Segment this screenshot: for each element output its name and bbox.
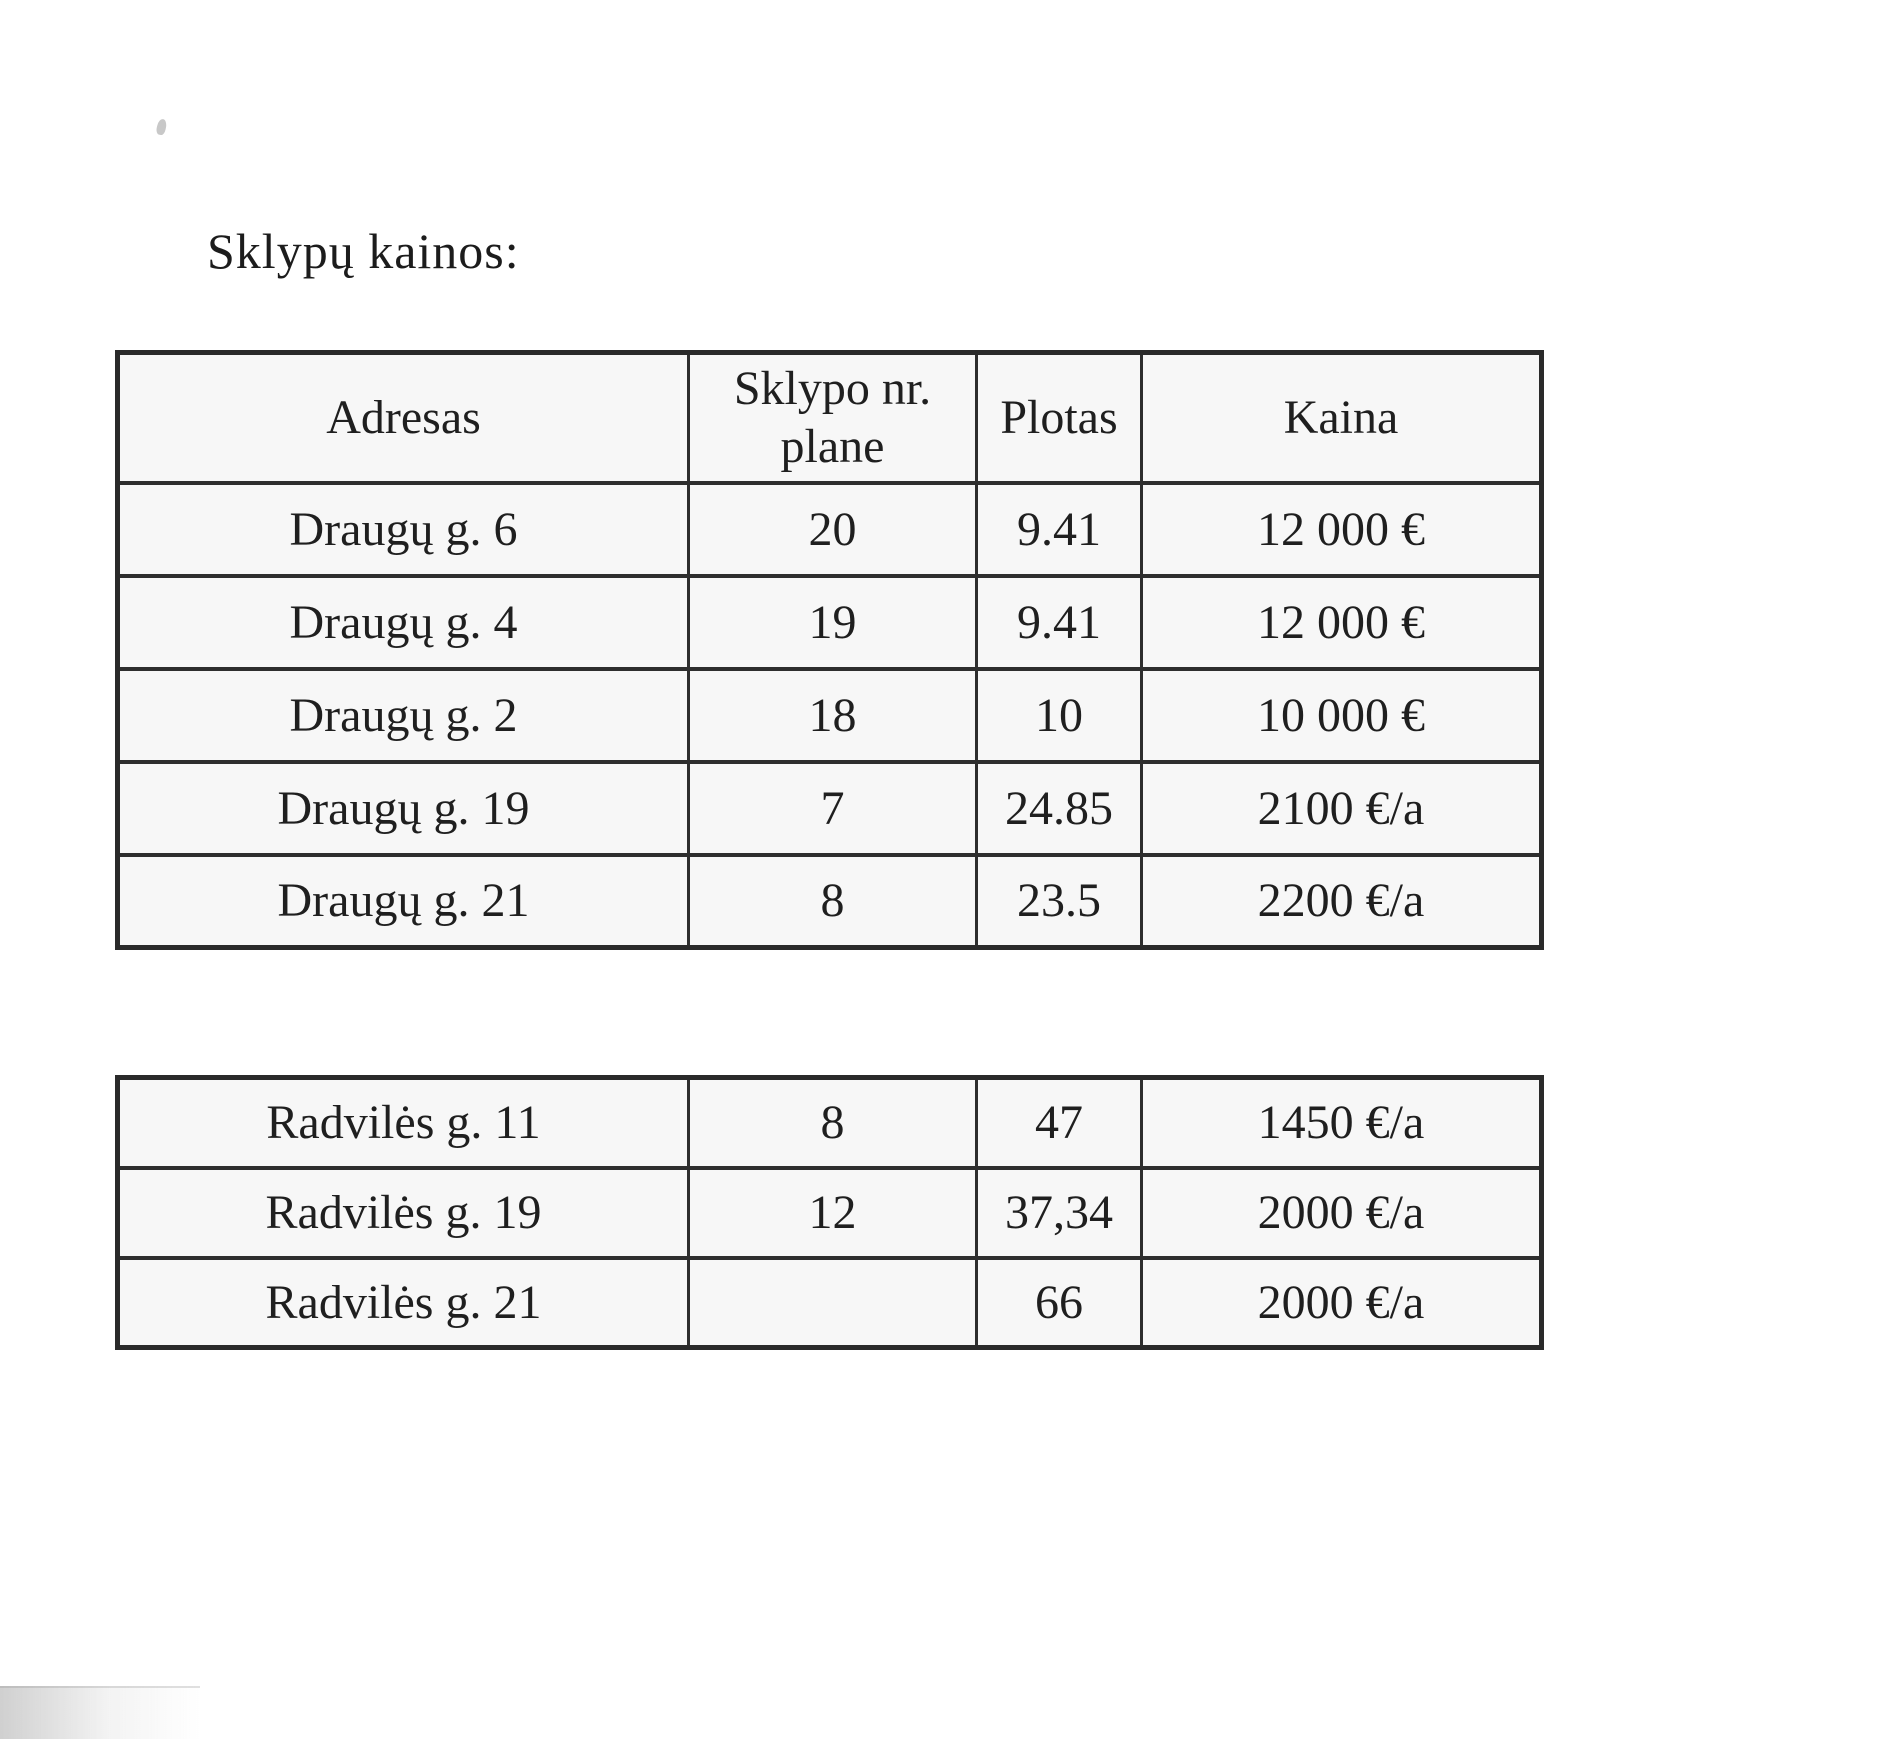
table-row [118,1078,1542,1168]
page-title: Sklypų kainos: [207,223,520,279]
plot-prices-table-radviles [115,1075,1544,1350]
cell-adresas: Draugų g. 2 [118,669,689,762]
cell-sklypo-nr [689,1258,977,1348]
header-row [118,353,1542,483]
cell-plotas: 66 [977,1258,1142,1348]
cell-adresas: Radvilės g. 19 [118,1168,689,1258]
cell-adresas: Radvilės g. 21 [118,1258,689,1348]
column-header-kaina: Kaina [1142,353,1542,483]
cell-kaina: 12 000 € [1142,483,1542,576]
scan-artifact-edge [0,1686,200,1739]
cell-adresas: Radvilės g. 11 [118,1078,689,1168]
cell-kaina: 12 000 € [1142,576,1542,669]
cell-sklypo-nr: 8 [689,1078,977,1168]
table-row [118,762,1542,855]
cell-kaina: 10 000 € [1142,669,1542,762]
column-header-plotas: Plotas [977,353,1142,483]
cell-plotas: 9.41 [977,483,1142,576]
table-row [118,1168,1542,1258]
cell-plotas: 23.5 [977,855,1142,948]
cell-sklypo-nr: 20 [689,483,977,576]
cell-plotas: 9.41 [977,576,1142,669]
cell-plotas: 24.85 [977,762,1142,855]
cell-adresas: Draugų g. 4 [118,576,689,669]
cell-adresas: Draugų g. 6 [118,483,689,576]
cell-sklypo-nr: 19 [689,576,977,669]
cell-sklypo-nr: 7 [689,762,977,855]
cell-adresas: Draugų g. 19 [118,762,689,855]
table-row [118,1258,1542,1348]
cell-kaina: 2200 €/a [1142,855,1542,948]
plot-prices-table-draugu [115,350,1544,950]
cell-plotas: 47 [977,1078,1142,1168]
column-header-sklypo-nr: Sklypo nr. plane [689,353,977,483]
cell-kaina: 2100 €/a [1142,762,1542,855]
cell-sklypo-nr: 8 [689,855,977,948]
cell-adresas: Draugų g. 21 [118,855,689,948]
table-row [118,669,1542,762]
cell-plotas: 37,34 [977,1168,1142,1258]
table-row [118,576,1542,669]
cell-plotas: 10 [977,669,1142,762]
cell-sklypo-nr: 12 [689,1168,977,1258]
cell-sklypo-nr: 18 [689,669,977,762]
cell-kaina: 1450 €/a [1142,1078,1542,1168]
scan-artifact-speck [155,118,167,136]
column-header-adresas: Adresas [118,353,689,483]
cell-kaina: 2000 €/a [1142,1258,1542,1348]
cell-kaina: 2000 €/a [1142,1168,1542,1258]
table-row [118,855,1542,948]
table-row [118,483,1542,576]
